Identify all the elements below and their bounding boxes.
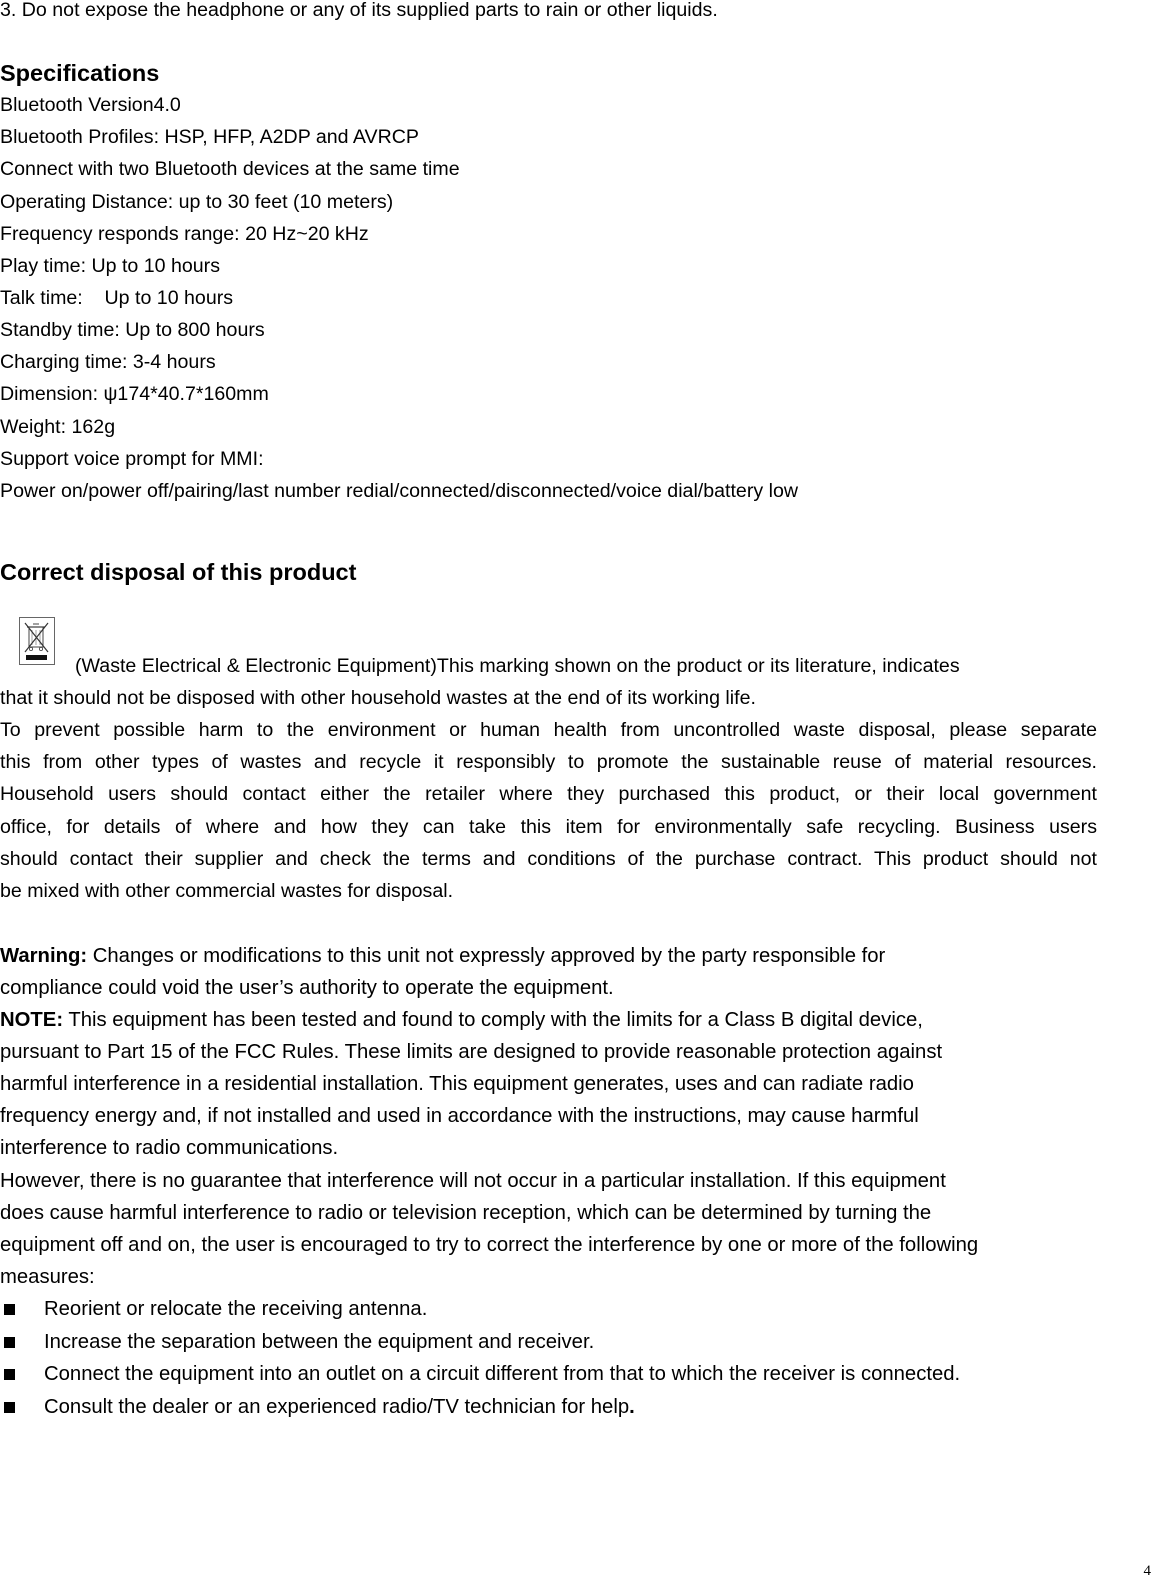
spec-item: Talk time: Up to 10 hours bbox=[0, 287, 234, 309]
spec-item: Power on/power off/pairing/last number redial/connected/disconnected/voice dial/battery low bbox=[0, 480, 798, 502]
disposal-line: To prevent possible harm to the environment or human health from uncontrolled waste disposal, please separate bbox=[0, 719, 1097, 741]
disposal-line: this from other types of wastes and recycle it responsibly to promote the sustainable reuse of material resources. bbox=[0, 751, 1097, 773]
spec-item: Charging time: 3-4 hours bbox=[0, 351, 216, 373]
weee-crossed-bin-icon bbox=[19, 617, 55, 665]
specifications-heading: Specifications bbox=[0, 60, 160, 86]
spec-item: Frequency responds range: 20 Hz~20 kHz bbox=[0, 223, 369, 245]
disposal-line: be mixed with other commercial wastes for disposal. bbox=[0, 880, 454, 902]
warning-line-2: compliance could void the user’s authority to operate the equipment. bbox=[0, 977, 614, 999]
warning-text: Changes or modifications to this unit not expressly approved by the party responsible for bbox=[87, 945, 886, 967]
measure-text: Consult the dealer or an experienced radio/TV technician for help. bbox=[44, 1396, 635, 1418]
spec-item: Connect with two Bluetooth devices at the same time bbox=[0, 158, 460, 180]
disposal-first-line: (Waste Electrical & Electronic Equipment)This marking shown on the product or its literature, indicates bbox=[75, 655, 960, 677]
spec-item: Operating Distance: up to 30 feet (10 meters) bbox=[0, 191, 394, 213]
disposal-line: should contact their supplier and check the terms and conditions of the purchase contract. This product should not bbox=[0, 848, 1097, 870]
measure-final-period: . bbox=[629, 1396, 635, 1418]
square-bullet-icon bbox=[4, 1304, 15, 1315]
note-line-1 bbox=[0, 1008, 923, 1032]
note-line: frequency energy and, if not installed and used in accordance with the instructions, may cause harmful bbox=[0, 1105, 919, 1127]
disposal-line: office, for details of where and how they can take this item for environmentally safe recycling. Business users bbox=[0, 816, 1097, 838]
square-bullet-icon bbox=[4, 1369, 15, 1380]
spec-item: Bluetooth Profiles: HSP, HFP, A2DP and AVRCP bbox=[0, 126, 419, 148]
disposal-line: that it should not be disposed with other household wastes at the end of its working life. bbox=[0, 687, 756, 709]
spec-item: Support voice prompt for MMI: bbox=[0, 448, 264, 470]
square-bullet-icon bbox=[4, 1402, 15, 1413]
note-line: However, there is no guarantee that interference will not occur in a particular installation. If this equipment bbox=[0, 1170, 946, 1192]
note-line: interference to radio communications. bbox=[0, 1137, 339, 1159]
document-page: 3. Do not expose the headphone or any of its supplied parts to rain or other liquids. Specifications Bluetooth Version4.0 Bluetooth Profiles: HSP, HFP, A2DP and AVRCP Connect with two Bluetooth devices at the same time Operating Distance: up to 30 feet (10 meters) Frequency responds range: 20 Hz~20 kHz Play time: Up to 10 hours Talk time: Up to 10 hours Standby time: Up to 800 hours Charging time: 3-4 hours Dimension: ψ174*40.7*160mm Weight: 162g Support voice prompt for MMI: Power on/power off/pairing/last number redial/connected/disconnected/voice dial/battery low Correct disposal of this product (Waste Electrical & Electronic Equipment)This marking shown on the product or its literature, indicates that it should not be disposed with other household wastes at the end of its working life. To prevent possible harm to the environment or human health from uncontrolled waste disposal, please separate this from other types of wastes and recycle it responsibly to promote the sustainable reuse of material resources. Household users should contact either the retailer where they purchased this product, or their local government office, for details of where and how they can take this item for environmentally safe recycling. Business users should contact their supplier and check the terms and conditions of the purchase contract. This product should not be mixed with other commercial wastes for disposal. Warning: Changes or modifications to this unit not expressly approved by the party responsible for compliance could void the user’s authority to operate the equipment. NOTE: This equipment has been tested and found to comply with the limits for a Class B digital device, pursuant to Part 15 of the FCC Rules. These limits are designed to provide reasonable protection against harmful interference in a residential installation. This equipment generates, uses and can radiate radio frequency energy and, if not installed and used in accordance with the instructions, may cause harmful interference to radio communications. However, there is no guarantee that interference will not occur in a particular installation. If this equipment does cause harmful interference to radio or television reception, which can be determined by turning the equipment off and on, the user is encouraged to try to correct the interference by one or more of the following measures: Reorient or relocate the receiving antenna. Increase the separation between the equipment and receiver. Connect the equipment into an outlet on a circuit different from that to which the receiver is connected. Consult the dealer or an experienced radio/TV technician for help. 4 bbox=[0, 0, 1151, 1579]
note-line: equipment off and on, the user is encouraged to try to correct the interference by one or more of the following bbox=[0, 1234, 979, 1256]
square-bullet-icon bbox=[4, 1337, 15, 1348]
spec-item: Play time: Up to 10 hours bbox=[0, 255, 220, 277]
disposal-heading: Correct disposal of this product bbox=[0, 559, 357, 585]
warning-line-1 bbox=[0, 944, 885, 968]
note-line: does cause harmful interference to radio or television reception, which can be determined by turning the bbox=[0, 1202, 932, 1224]
spec-item: Weight: 162g bbox=[0, 416, 116, 438]
note-label: NOTE: bbox=[0, 1009, 64, 1031]
note-line: pursuant to Part 15 of the FCC Rules. These limits are designed to provide reasonable protection against bbox=[0, 1041, 943, 1063]
page-number: 4 bbox=[1143, 1563, 1151, 1579]
note-text: This equipment has been tested and found to comply with the limits for a Class B digital device, bbox=[63, 1009, 923, 1031]
spec-item: Dimension: ψ174*40.7*160mm bbox=[0, 383, 269, 405]
note-line: harmful interference in a residential installation. This equipment generates, uses and can radiate radio bbox=[0, 1073, 914, 1095]
note-line: measures: bbox=[0, 1266, 95, 1288]
warning-label: Warning: bbox=[0, 945, 88, 967]
spec-item: Bluetooth Version4.0 bbox=[0, 94, 181, 116]
disposal-line: Household users should contact either the retailer where they purchased this product, or their local government bbox=[0, 783, 1097, 805]
intro-line: 3. Do not expose the headphone or any of its supplied parts to rain or other liquids. bbox=[0, 0, 718, 21]
spec-item: Standby time: Up to 800 hours bbox=[0, 319, 265, 341]
